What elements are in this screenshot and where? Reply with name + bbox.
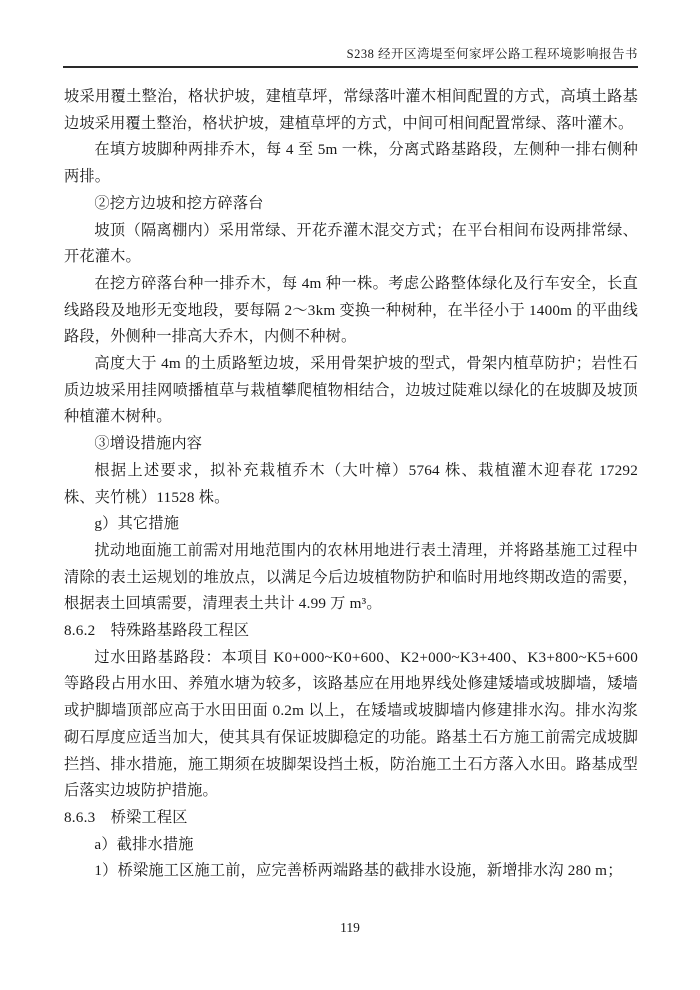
paragraph: 过水田路基路段：本项目 K0+000~K0+600、K2+000~K3+400、K3+800~K5+600 等路段占用水田、养殖水塘为较多，该路基应在用地界线处修建矮墙或坡脚墙，矮墙或护脚墙顶部应高于水田田面 0.2m 以上，在矮墙或坡脚墙内修建排水沟。排水沟浆砌石厚度应适当加大，使其具有保证坡脚稳定的功能。路基土石方施工前需完成坡脚拦挡、排水措施，施工期须在坡脚架设挡土板，防治施工土石方落入水田。路基成型后落实边坡防护措施。 xyxy=(64,648,638,800)
paragraph: 坡顶（隔离棚内）采用常绿、开花乔灌木混交方式；在平台相间布设两排常绿、开花灌木。 xyxy=(64,221,638,266)
list-item-circle-3: ③增设措施内容 xyxy=(94,435,203,453)
paragraph: 在填方坡脚种两排乔木，每 4 至 5m 一株，分离式路基路段，左侧种一排右侧种两排。 xyxy=(64,141,638,186)
paragraph: 高度大于 4m 的土质路堑边坡，采用骨架护坡的型式，骨架内植草防护；岩性石质边坡采用挂网喷播植草与栽植攀爬植物相结合，边坡过陡难以绿化的在坡脚及坡顶种植灌木树种。 xyxy=(64,355,638,426)
header-title: S238 经开区湾堤至何家坪公路工程环境影响报告书 xyxy=(346,47,638,61)
page-number: 119 xyxy=(340,920,360,935)
paragraph: 根据上述要求，拟补充栽植乔木（大叶樟）5764 株、栽植灌木迎春花 17292 株、夹竹桃）11528 株。 xyxy=(64,461,638,506)
list-item-1: 1）桥梁施工区施工前，应完善桥两端路基的截排水设施，新增排水沟 280 m； xyxy=(94,862,623,880)
section-heading-8-6-3: 8.6.3 桥梁工程区 xyxy=(64,808,188,826)
section-heading-8-6-2: 8.6.2 特殊路基路段工程区 xyxy=(64,622,250,640)
list-item-a: a）截排水措施 xyxy=(94,835,194,853)
list-item-circle-2: ②挖方边坡和挖方碎落台 xyxy=(94,194,264,212)
document-body xyxy=(64,84,638,885)
paragraph: 在挖方碎落台种一排乔木，每 4m 种一株。考虑公路整体绿化及行车安全，长直线路段及地形无变地段，要每隔 2～3km 变换一种树种，在半径小于 1400m 的平曲线路段，外侧种一排高大乔木，内侧不种树。 xyxy=(64,274,638,346)
page-footer xyxy=(0,920,700,936)
page-header xyxy=(63,47,638,68)
paragraph: 扰动地面施工前需对用地范围内的农林用地进行表土清理，并将路基施工过程中清除的表土运规划的堆放点，以满足今后边坡植物防护和临时用地终期改造的需要，根据表土回填需要，清理表土共计 4.99 万 m³。 xyxy=(64,541,638,613)
paragraph-continuation: 坡采用覆土整治，格状护坡，建植草坪，常绿落叶灌木相间配置的方式，高填土路基边坡采用覆土整治，格状护坡，建植草坪的方式，中间可相间配置常绿、落叶灌木。 xyxy=(64,88,638,132)
list-item-g: g）其它措施 xyxy=(94,515,180,533)
